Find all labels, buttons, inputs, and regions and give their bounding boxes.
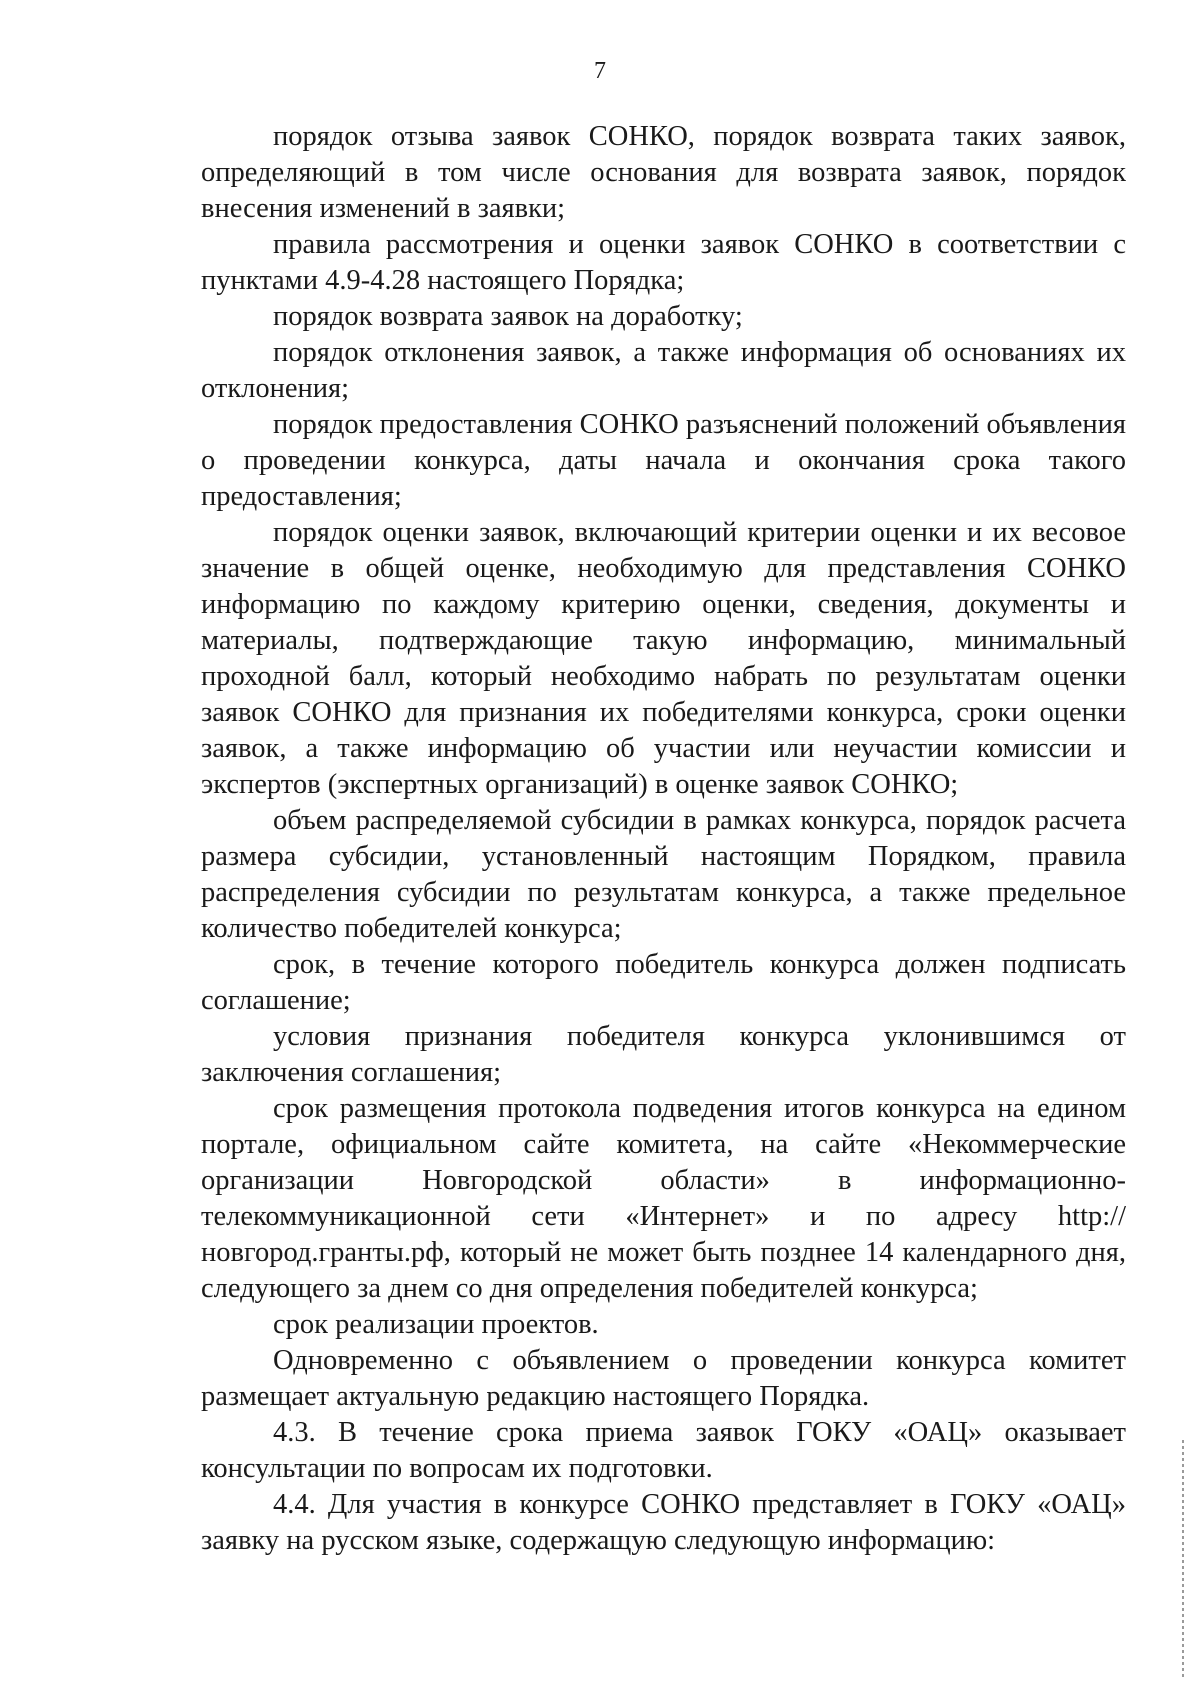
paragraph: Одновременно с объявлением о проведении конкурса комитет размещает актуальную редакцию настоящего Порядка.	[201, 1345, 1126, 1412]
paragraph: 4.3. В течение срока приема заявок ГОКУ «ОАЦ» оказывает консультации по вопросам их подготовки.	[201, 1417, 1126, 1484]
document-body	[201, 119, 1126, 1559]
paragraph: порядок отзыва заявок СОНКО, порядок возврата таких заявок, определяющий в том числе основания для возврата заявок, порядок внесения изменений в заявки;	[201, 121, 1126, 224]
paragraph: объем распределяемой субсидии в рамках конкурса, порядок расчета размера субсидии, установленный настоящим Порядком, правила распределения субсидии по результатам конкурса, а также предельное количество победителей конкурса;	[201, 805, 1126, 944]
paragraph: порядок предоставления СОНКО разъяснений положений объявления о проведении конкурса, даты начала и окончания срока такого предоставления;	[201, 409, 1126, 512]
paragraph: срок, в течение которого победитель конкурса должен подписать соглашение;	[201, 949, 1126, 1016]
paragraph: срок реализации проектов.	[273, 1309, 599, 1340]
paragraph: порядок оценки заявок, включающий критерии оценки и их весовое значение в общей оценке, необходимую для представления СОНКО информацию по каждому критерию оценки, сведения, документы и материалы, подтверждающие такую информацию, минимальный проходной балл, который необходимо набрать по результатам оценки заявок СОНКО для признания их победителями конкурса, сроки оценки заявок, а также информацию об участии или неучастии комиссии и экспертов (экспертных организаций) в оценке заявок СОНКО;	[201, 517, 1126, 800]
scan-edge-mark	[1182, 1440, 1184, 1680]
paragraph: 4.4. Для участия в конкурсе СОНКО представляет в ГОКУ «ОАЦ» заявку на русском языке, содержащую следующую информацию:	[201, 1489, 1126, 1556]
paragraph: порядок отклонения заявок, а также информация об основаниях их отклонения;	[201, 337, 1126, 404]
paragraph: срок размещения протокола подведения итогов конкурса на едином портале, официальном сайте комитета, на сайте «Некоммерческие организации Новгородской области» в информационно-телекоммуникационной сети «Интернет» и по адресу http://новгород.гранты.рф, который не может быть позднее 14 календарного дня, следующего за днем со дня определения победителей конкурса;	[201, 1093, 1126, 1304]
paragraph: условия признания победителя конкурса уклонившимся от заключения соглашения;	[201, 1021, 1126, 1088]
paragraph: порядок возврата заявок на доработку;	[273, 301, 743, 332]
page-number: 7	[594, 58, 606, 84]
paragraph: правила рассмотрения и оценки заявок СОНКО в соответствии с пунктами 4.9-4.28 настоящего Порядка;	[201, 229, 1126, 296]
